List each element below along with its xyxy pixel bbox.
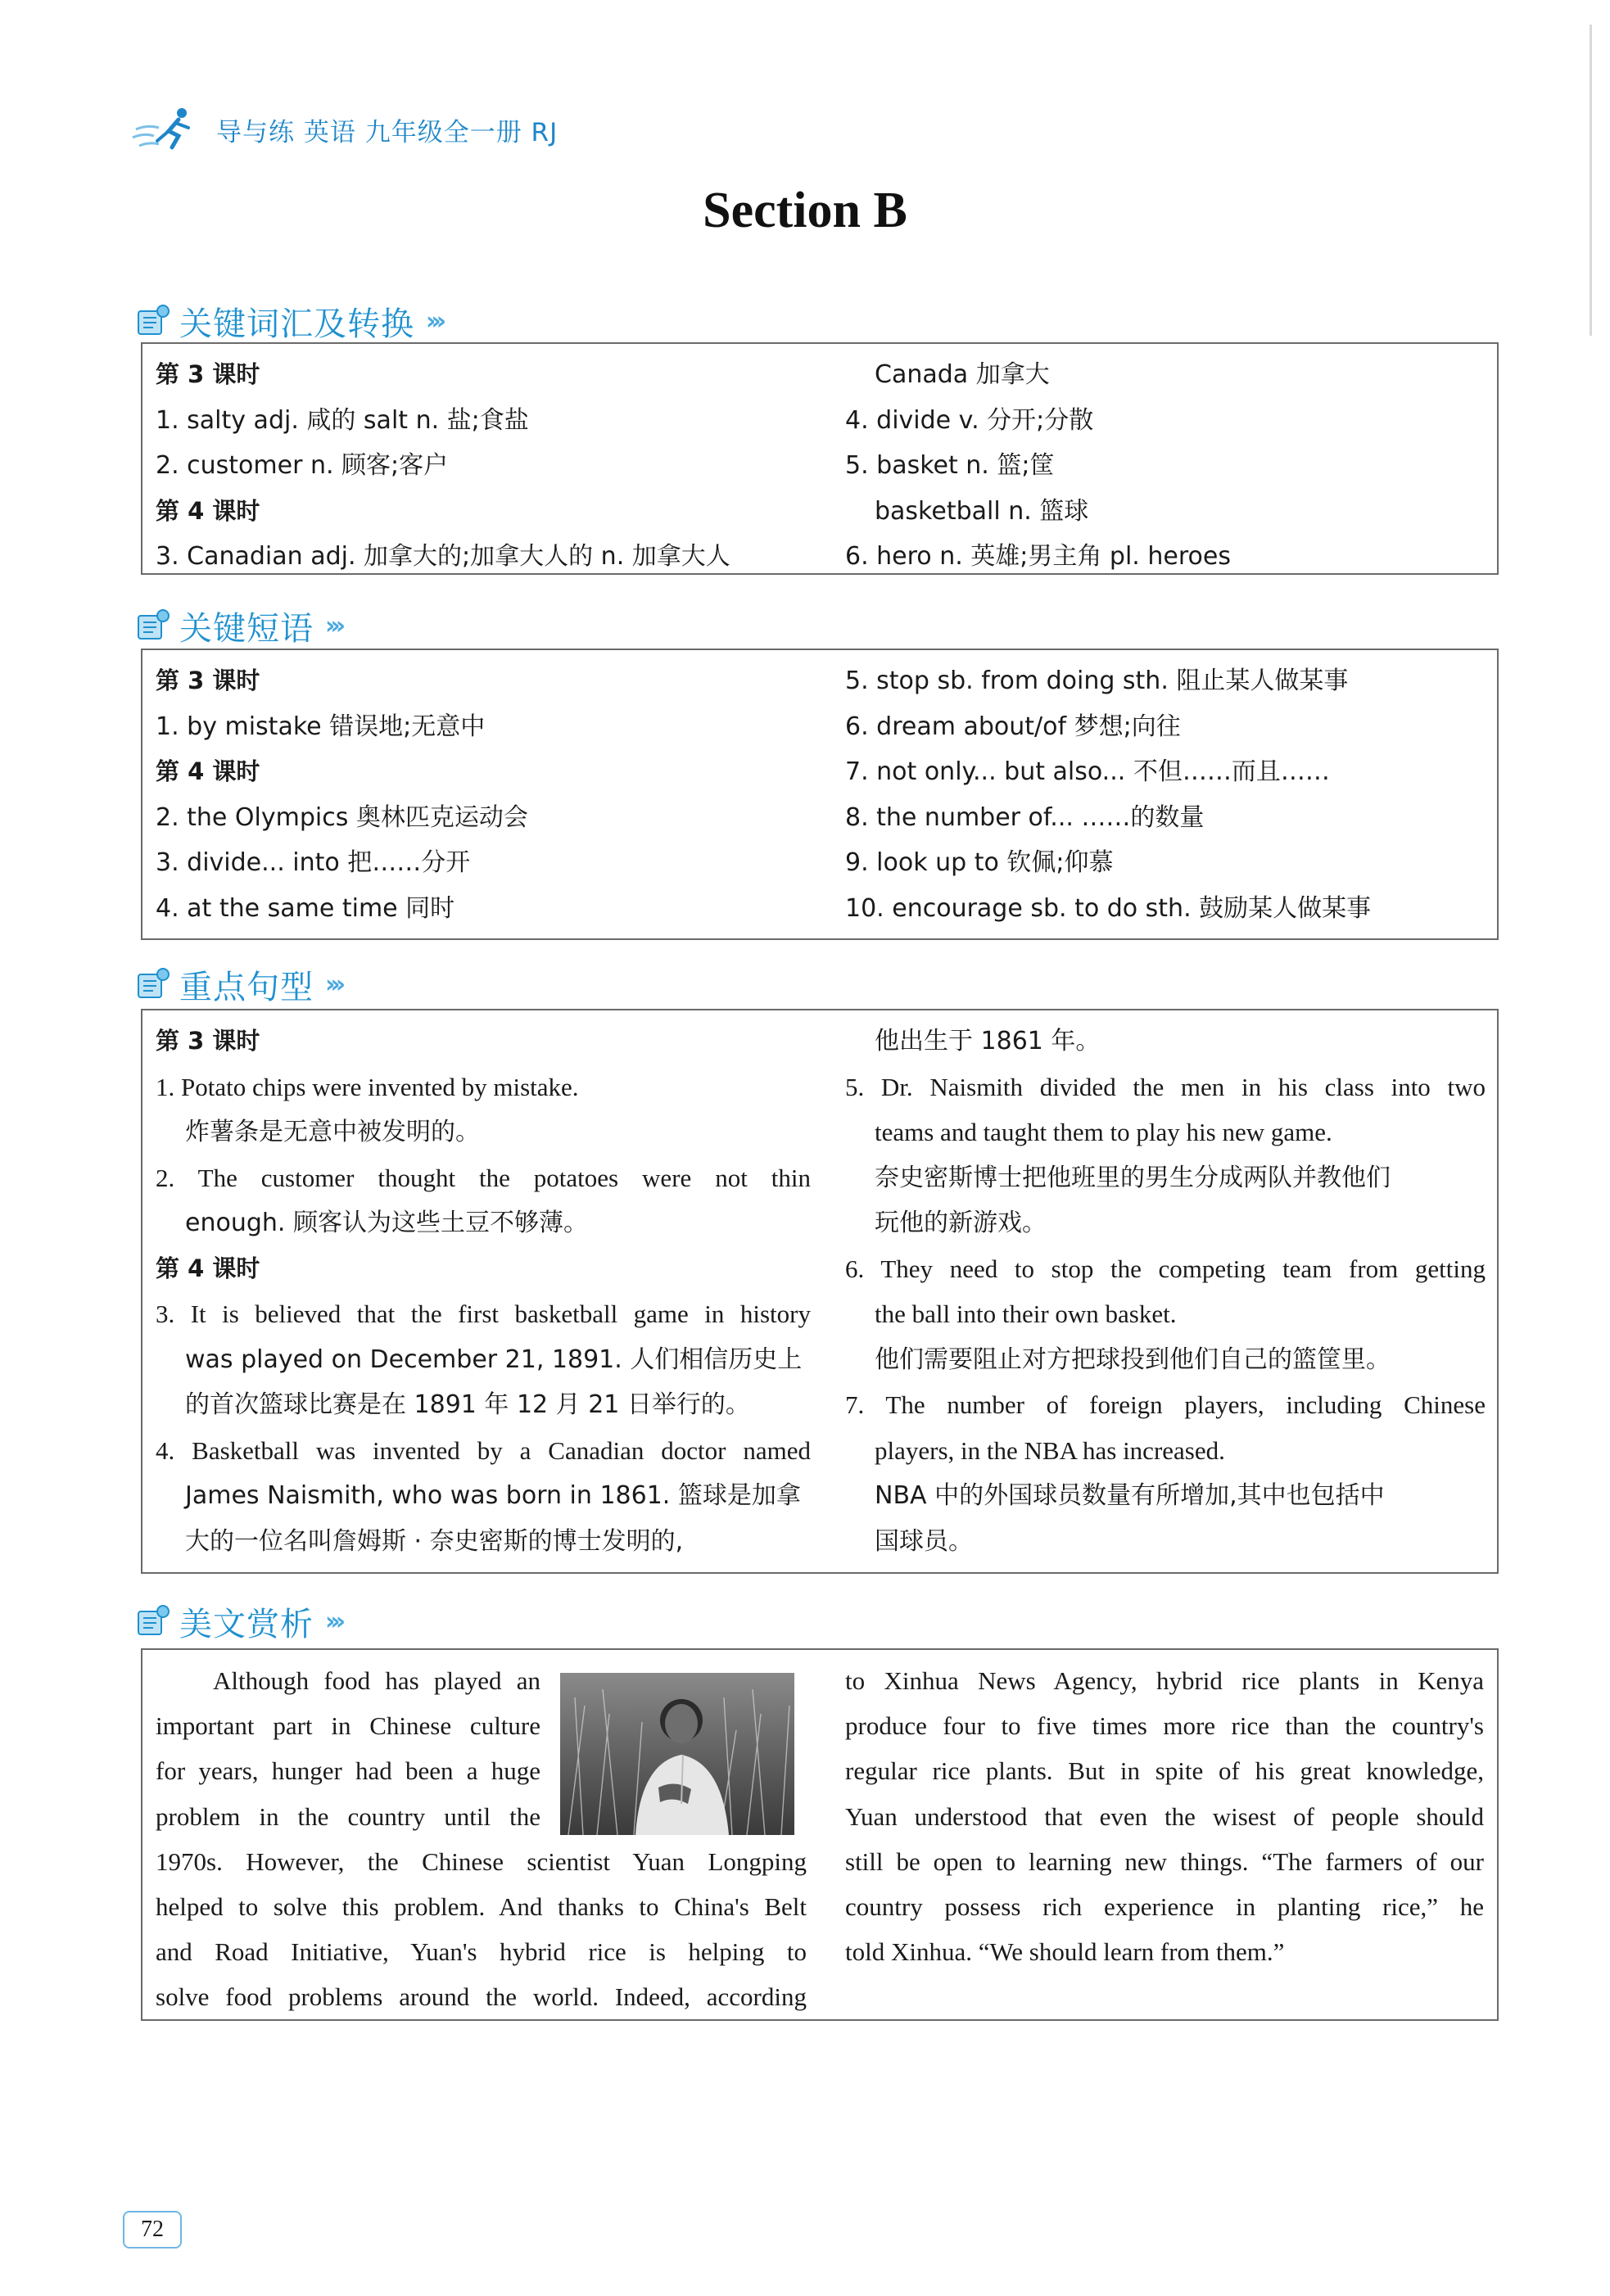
sentence-line: 玩他的新游戏。	[875, 1209, 1047, 1237]
phrase-item: 2. the Olympics 奥林匹克运动会	[156, 802, 528, 832]
section-title: 重点句型	[179, 968, 314, 1006]
lesson-label: 第 3 课时	[156, 360, 260, 388]
sentence-line: 大的一位名叫詹姆斯 · 奈史密斯的博士发明的,	[185, 1526, 684, 1556]
vocab-left-column	[156, 352, 811, 580]
phrase-item: 6. dream about/of 梦想;向往	[845, 712, 1181, 741]
sentences-box	[141, 1009, 1499, 1574]
article-line: and Road Initiative, Yuan's hybrid rice is helping to	[156, 1937, 807, 1967]
article-line: 1970s. However, the Chinese scientist Yuan Longping	[156, 1846, 807, 1876]
runner-logo-icon	[131, 105, 205, 154]
page-number: 72	[123, 2211, 182, 2249]
article-line: Although food has played an	[213, 1666, 540, 1695]
sentence-line: 他出生于 1861 年。	[875, 1027, 1101, 1055]
sentence-line: NBA 中的外国球员数量有所增加,其中也包括中	[875, 1481, 1385, 1510]
page-header	[131, 105, 558, 154]
sentence-line: players, in the NBA has increased.	[875, 1435, 1225, 1465]
header-title: 导与练 英语 九年级全一册 RJ	[216, 117, 559, 147]
sentence-line: was played on December 21, 1891. 人们相信历史上	[185, 1345, 803, 1374]
sentence-line: 的首次篮球比赛是在 1891 年 12 月 21 日举行的。	[185, 1390, 750, 1419]
page-edge-line	[1590, 25, 1592, 336]
vocab-right-column	[845, 352, 1486, 580]
lesson-label: 第 3 课时	[156, 667, 260, 694]
vocab-item: 5. basket n. 篮;筐	[845, 451, 1055, 480]
article-line: still be open to learning new things. “The farmers of our	[845, 1846, 1484, 1876]
article-line: produce four to five times more rice than the country's	[845, 1711, 1484, 1741]
chevrons-icon: ›››	[325, 1607, 341, 1636]
sentence-line: 4. Basketball was invented by a Canadian doctor named	[156, 1435, 811, 1465]
phrases-right-column	[845, 658, 1486, 931]
article-line: country possess rich experience in planting rice,” he	[845, 1891, 1484, 1921]
vocab-item: Canada 加拿大	[875, 360, 1050, 389]
sentences-right-column	[845, 1019, 1486, 1564]
sentence-line: the ball into their own basket.	[875, 1299, 1177, 1328]
phrase-item: 9. look up to 钦佩;仰慕	[845, 848, 1114, 877]
section-heading-phrases	[135, 601, 341, 650]
sentence-line: James Naismith, who was born in 1861. 篮球是加拿	[185, 1481, 801, 1510]
article-line: important part in Chinese culture	[156, 1711, 540, 1741]
chevrons-icon: ›››	[325, 969, 341, 999]
sentence-line: 炸薯条是无意中被发明的。	[185, 1118, 480, 1146]
sentence-line: 5. Dr. Naismith divided the men in his class into two	[845, 1072, 1486, 1101]
section-title: 关键词汇及转换	[179, 305, 414, 343]
lesson-label: 第 4 课时	[156, 757, 260, 785]
lesson-label: 第 4 课时	[156, 1254, 260, 1282]
article-box	[141, 1648, 1499, 2021]
vocab-item: 1. salty adj. 咸的 salt n. 盐;食盐	[156, 405, 529, 435]
article-line: helped to solve this problem. And thanks to China's Belt	[156, 1891, 807, 1921]
vocab-box	[141, 342, 1499, 575]
sentence-line: 3. It is believed that the first basketball game in history	[156, 1299, 811, 1328]
sentence-line: 国球员。	[875, 1526, 973, 1556]
sentence-line: 6. They need to stop the competing team from getting	[845, 1254, 1486, 1283]
sentences-left-column	[156, 1019, 811, 1564]
phrase-item: 3. divide... into 把……分开	[156, 848, 471, 877]
phrase-item: 10. encourage sb. to do sth. 鼓励某人做某事	[845, 893, 1372, 923]
article-line: solve food problems around the world. Indeed, according	[156, 1982, 807, 2012]
article-line: Yuan understood that even the wisest of people should	[845, 1801, 1484, 1831]
section-title: 关键短语	[179, 609, 314, 648]
book-bulb-icon	[135, 1603, 171, 1639]
section-heading-article	[135, 1597, 341, 1646]
vocab-item: 6. hero n. 英雄;男主角 pl. heroes	[845, 542, 1231, 571]
article-line: to Xinhua News Agency, hybrid rice plants in Kenya	[845, 1666, 1484, 1695]
article-line: told Xinhua. “We should learn from them.”	[845, 1937, 1285, 1967]
book-bulb-icon	[135, 303, 171, 339]
section-heading-vocab	[135, 296, 441, 346]
lesson-label: 第 3 课时	[156, 1027, 260, 1055]
sentence-line: 2. The customer thought the potatoes were not thin	[156, 1163, 811, 1192]
sentence-line: 1. Potato chips were invented by mistake.	[156, 1072, 579, 1101]
phrase-item: 4. at the same time 同时	[156, 893, 455, 923]
article-line: regular rice plants. But in spite of his great knowledge,	[845, 1756, 1484, 1786]
vocab-item: 3. Canadian adj. 加拿大的;加拿大人的 n. 加拿大人	[156, 542, 730, 571]
sentence-line: 7. The number of foreign players, including Chinese	[845, 1390, 1486, 1419]
vocab-item: basketball n. 篮球	[875, 496, 1089, 526]
yuan-longping-photo	[560, 1673, 794, 1835]
phrase-item: 5. stop sb. from doing sth. 阻止某人做某事	[845, 667, 1349, 695]
lesson-label: 第 4 课时	[156, 496, 260, 525]
section-heading-sentences	[135, 960, 341, 1009]
article-right-column	[845, 1658, 1484, 1974]
chevrons-icon: ›››	[426, 306, 442, 336]
article-line: for years, hunger had been a huge	[156, 1756, 540, 1786]
phrase-item: 1. by mistake 错误地;无意中	[156, 712, 486, 741]
section-title: 美文赏析	[179, 1605, 314, 1643]
sentence-line: teams and taught them to play his new game.	[875, 1118, 1332, 1146]
book-bulb-icon	[135, 966, 171, 1002]
sentence-line: enough. 顾客认为这些土豆不够薄。	[185, 1209, 588, 1237]
vocab-item: 4. divide v. 分开;分散	[845, 405, 1094, 435]
sentence-line: 奈史密斯博士把他班里的男生分成两队并教他们	[875, 1163, 1391, 1192]
page-title: Section B	[703, 183, 907, 238]
sentence-line: 他们需要阻止对方把球投到他们自己的篮筐里。	[875, 1345, 1391, 1374]
chevrons-icon: ›››	[325, 611, 341, 640]
phrases-left-column	[156, 658, 811, 931]
phrase-item: 7. not only... but also... 不但……而且……	[845, 757, 1330, 786]
article-line: problem in the country until the	[156, 1801, 540, 1831]
vocab-item: 2. customer n. 顾客;客户	[156, 451, 449, 480]
phrase-item: 8. the number of... ……的数量	[845, 802, 1205, 832]
book-bulb-icon	[135, 608, 171, 644]
phrases-box	[141, 649, 1499, 940]
